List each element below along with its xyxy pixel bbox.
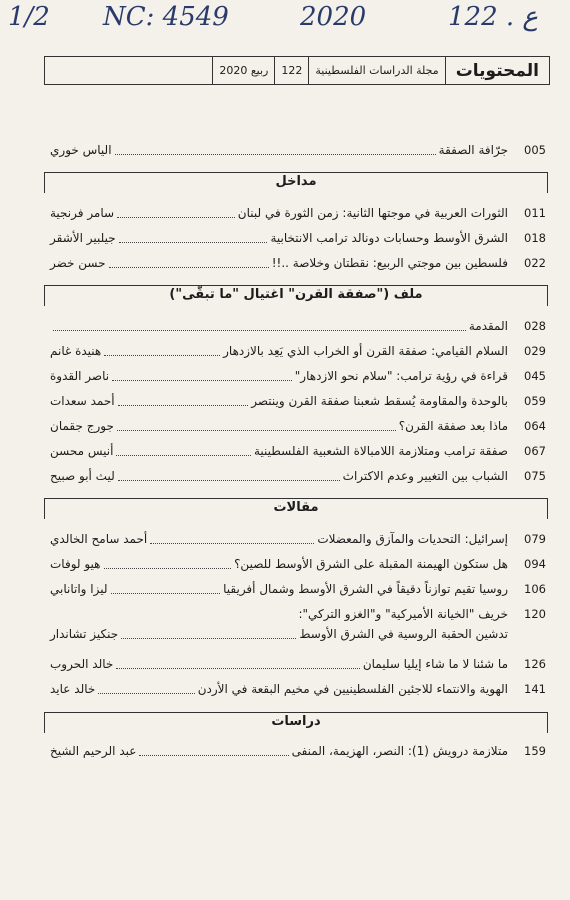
entry-author: خالد عايد [50,682,96,696]
entry-author: جيلبير الأشقر [50,231,116,245]
page-title: المحتويات [445,57,549,84]
issue-number: 122 [274,57,308,84]
section-header-introductions [44,172,548,193]
toc-entry[interactable] [50,253,546,273]
entry-title: إسرائيل: التحديات والمآزق والمعضلات [317,532,508,546]
entry-author: هيو لوفات [50,557,101,571]
entry-title: الشرق الأوسط وحسابات دونالد ترامب الانتخابية [270,231,508,245]
section-header-articles [44,498,548,519]
entry-title: الشباب بين التغيير وعدم الاكتراث [342,469,508,483]
section-title: مقالات [273,500,319,515]
toc-entry-continuation[interactable] [50,624,546,644]
page-number: 018 [524,231,546,245]
toc-entry[interactable] [50,554,546,574]
toc-entry[interactable] [50,366,546,386]
toc-entry[interactable] [50,679,546,699]
entry-author: ناصر القدوة [50,369,110,383]
contents-header [44,56,550,85]
entry-title: روسيا تقيم توازناً دقيقاً في الشرق الأوسط وشمال أفريقيا [223,582,508,596]
toc-entry[interactable] [50,579,546,599]
section-title: ملف ("صفقة القرن" اغتيال "ما تبقّى") [169,287,423,302]
entry-title: صفقة ترامب ومتلازمة اللامبالاة الشعبية الفلسطينية [253,444,508,458]
issue-season: ربيع 2020 [212,57,274,84]
entry-author: أنيس محسن [50,444,114,458]
handwritten-nc-number: NC: 4549 [103,2,229,32]
entry-title: خريف "الخيانة الأميركية" و"الغزو التركي": [298,607,508,621]
entry-title: بالوحدة والمقاومة يُسقط شعبنا صفقة القرن وينتصر [251,394,508,408]
entry-title: جرّافة الصفقة [438,143,508,157]
page-number: 022 [524,256,546,270]
entry-author: ليزا واتانابي [50,582,108,596]
page-number: 075 [524,469,546,483]
entry-title: قراءة في رؤية ترامب: "سلام نحو الازدهار" [294,369,508,383]
handwritten-year: 2020 [300,2,367,32]
entry-author: جنكيز تشاندار [50,627,119,641]
entry-title: السلام القيامي: صفقة القرن أو الخراب الذي يَعِد بالازدهار [223,344,508,358]
page-number: 029 [524,344,546,358]
toc-entry[interactable] [50,203,546,223]
page-number: 159 [524,744,546,758]
toc-entry[interactable] [50,441,546,461]
section-title: مداخل [275,174,317,189]
toc-entry[interactable] [50,654,546,674]
entry-title: ما شئنا لا ما شاء إيليا سليمان [362,657,508,671]
entry-author: ليث أبو صبيح [50,469,115,483]
entry-title: المقدمة [468,319,508,333]
section-header-dossier [44,285,548,306]
journal-name: مجلة الدراسات الفلسطينية [308,57,444,84]
page-number: 011 [524,206,546,220]
page-number: 141 [524,682,546,696]
toc-entry[interactable] [50,604,546,624]
entry-author: أحمد سامح الخالدي [50,532,148,546]
entry-title-continuation: تدشين الحقبة الروسية في الشرق الأوسط [299,627,508,641]
page-number: 064 [524,419,546,433]
toc-entry[interactable] [50,228,546,248]
entry-title: الهوية والانتماء للاجئين الفلسطينيين في مخيم البقعة في الأردن [197,682,508,696]
page-number: 005 [524,143,546,157]
handwritten-page-fraction: 1/2 [8,2,50,32]
page-number: 094 [524,557,546,571]
entry-author: خالد الحروب [50,657,114,671]
page-number: 120 [524,607,546,621]
page-number: 045 [524,369,546,383]
toc-entry[interactable] [50,341,546,361]
page-number: 028 [524,319,546,333]
toc-entry[interactable] [50,416,546,436]
entry-author: أحمد سعدات [50,394,115,408]
section-header-studies [44,712,548,733]
section-title: دراسات [271,714,321,729]
entry-author: الياس خوري [50,143,112,157]
toc-entry[interactable] [50,741,546,761]
entry-title: متلازمة درويش (1): النصر، الهزيمة، المنفى [291,744,508,758]
page-number: 079 [524,532,546,546]
entry-title: الثورات العربية في موجتها الثانية: زمن الثورة في لبنان [237,206,508,220]
entry-author: عبد الرحيم الشيخ [50,744,137,758]
page-number: 106 [524,582,546,596]
entry-title: هل ستكون الهيمنة المقبلة على الشرق الأوسط للصين؟ [234,557,508,571]
page-number: 126 [524,657,546,671]
toc-entry[interactable] [50,391,546,411]
page-number: 059 [524,394,546,408]
entry-title: ماذا بعد صفقة القرن؟ [398,419,508,433]
handwritten-call-number: 122 . ع [448,2,538,32]
entry-author: هنيدة غانم [50,344,102,358]
toc-entry[interactable] [50,140,546,160]
page-number: 067 [524,444,546,458]
toc-entry[interactable] [50,316,546,336]
entry-author: حسن خضر [50,256,106,270]
toc-entry[interactable] [50,529,546,549]
entry-title: فلسطين بين موجتي الربيع: نقطتان وخلاصة ..!! [271,256,508,270]
entry-author: سامر فرنجية [50,206,115,220]
toc-entry[interactable] [50,466,546,486]
entry-author: جورج جقمان [50,419,114,433]
